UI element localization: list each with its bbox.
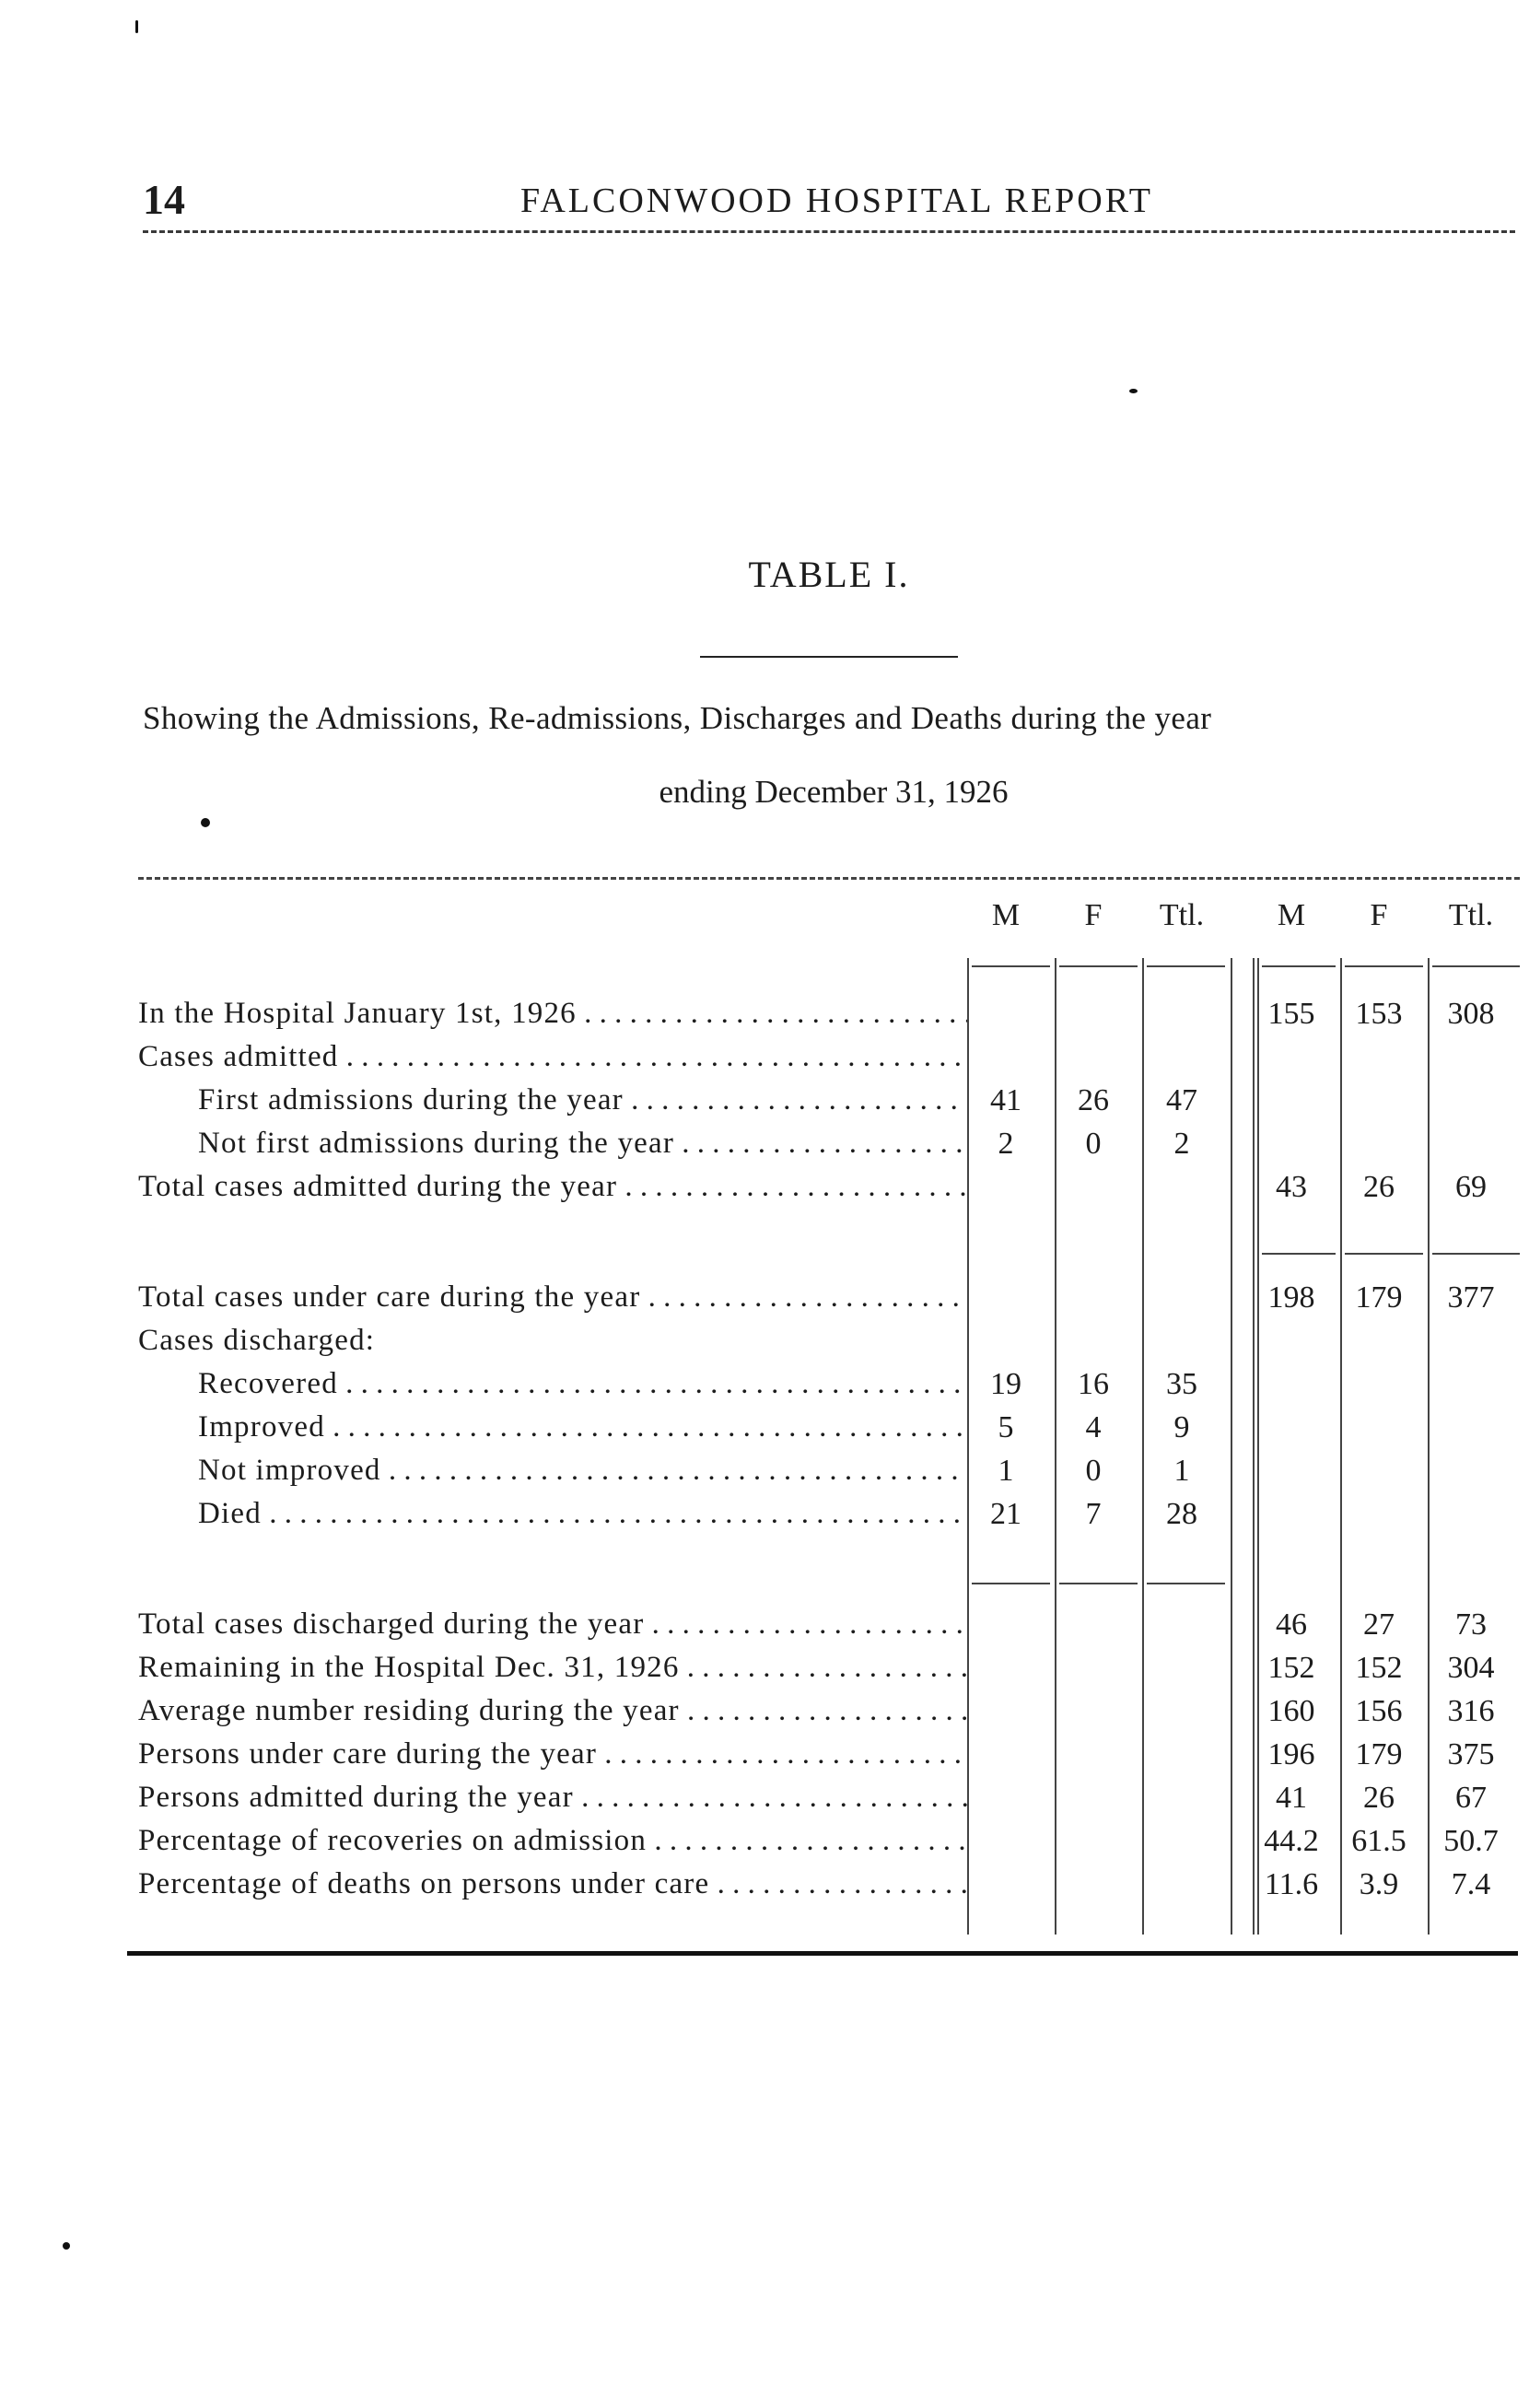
table-row bbox=[138, 1367, 967, 1413]
column-rule bbox=[1231, 958, 1232, 1935]
cell-value: 47 bbox=[1166, 1083, 1197, 1117]
header-underline bbox=[1147, 965, 1225, 967]
table-row bbox=[138, 1781, 967, 1827]
cell-value: 9 bbox=[1173, 1410, 1190, 1444]
cell-value: 152 bbox=[1355, 1651, 1403, 1685]
cell-value: 155 bbox=[1267, 997, 1315, 1031]
table-caption-line-2: ending December 31, 1926 bbox=[659, 774, 1009, 810]
title-divider bbox=[700, 656, 958, 658]
cell-value: 50.7 bbox=[1443, 1824, 1499, 1858]
subtotal-rule bbox=[1147, 1583, 1225, 1584]
cell-value: 46 bbox=[1276, 1607, 1307, 1642]
ink-speck bbox=[201, 818, 210, 827]
header-underline bbox=[1345, 965, 1423, 967]
subtotal-rule bbox=[1059, 1583, 1138, 1584]
row-label: Not first admissions during the year . . . bbox=[198, 1127, 967, 1161]
subtotal-rule bbox=[1262, 1253, 1336, 1255]
row-label: Percentage of deaths on persons under care . . . bbox=[138, 1867, 967, 1901]
column-header: M bbox=[1277, 898, 1306, 932]
cell-value: 308 bbox=[1447, 997, 1495, 1031]
cell-value: 153 bbox=[1355, 997, 1403, 1031]
row-label: Persons under care during the year . . . bbox=[138, 1737, 967, 1771]
cell-value: 1 bbox=[1173, 1454, 1190, 1488]
table-row bbox=[138, 997, 967, 1043]
header-underline bbox=[972, 965, 1050, 967]
cell-value: 35 bbox=[1166, 1367, 1197, 1401]
cell-value: 44.2 bbox=[1264, 1824, 1319, 1858]
cell-value: 156 bbox=[1355, 1694, 1403, 1728]
cell-value: 69 bbox=[1455, 1170, 1487, 1204]
cell-value: 0 bbox=[1085, 1127, 1102, 1161]
cell-value: 11.6 bbox=[1264, 1867, 1319, 1901]
row-label: Cases discharged: bbox=[138, 1324, 376, 1357]
row-label: Total cases under care during the year . . . bbox=[138, 1280, 967, 1315]
column-header: F bbox=[1370, 898, 1388, 932]
cell-value: 3.9 bbox=[1359, 1867, 1399, 1901]
cell-value: 179 bbox=[1355, 1280, 1403, 1315]
table-caption-line-1: Showing the Admissions, Re-admissions, Discharges and Deaths during the year bbox=[143, 700, 1212, 736]
ink-speck bbox=[135, 20, 138, 33]
ink-speck bbox=[63, 2242, 70, 2250]
table-row bbox=[138, 1040, 967, 1086]
cell-value: 41 bbox=[990, 1083, 1021, 1117]
subtotal-rule bbox=[972, 1583, 1050, 1584]
table-top-divider bbox=[138, 877, 1520, 880]
cell-value: 2 bbox=[998, 1127, 1014, 1161]
row-label: Recovered . . . bbox=[198, 1367, 967, 1401]
table-row bbox=[138, 1651, 967, 1697]
row-label: Improved . . . bbox=[198, 1410, 967, 1444]
cell-value: 4 bbox=[1085, 1410, 1102, 1444]
table-row bbox=[138, 1454, 967, 1500]
table-bottom-rule bbox=[127, 1951, 1518, 1956]
header-underline bbox=[1059, 965, 1138, 967]
header-underline bbox=[1432, 965, 1520, 967]
table-row bbox=[138, 1410, 967, 1456]
column-header: Ttl. bbox=[1159, 898, 1205, 932]
cell-value: 316 bbox=[1447, 1694, 1495, 1728]
cell-value: 152 bbox=[1267, 1651, 1315, 1685]
cell-value: 26 bbox=[1363, 1170, 1395, 1204]
page-number: 14 bbox=[143, 176, 185, 223]
subtotal-rule bbox=[1432, 1253, 1520, 1255]
row-label: First admissions during the year . . . bbox=[198, 1083, 967, 1117]
cell-value: 19 bbox=[990, 1367, 1021, 1401]
table-row bbox=[138, 1280, 967, 1327]
table-row bbox=[138, 1170, 967, 1216]
table-row bbox=[138, 1694, 967, 1740]
row-label: Average number residing during the year . . . bbox=[138, 1694, 967, 1728]
cell-value: 304 bbox=[1447, 1651, 1495, 1685]
cell-value: 16 bbox=[1078, 1367, 1109, 1401]
cell-value: 2 bbox=[1173, 1127, 1190, 1161]
ink-speck bbox=[1129, 389, 1138, 393]
cell-value: 41 bbox=[1276, 1781, 1307, 1815]
row-label: Total cases admitted during the year . . . bbox=[138, 1170, 967, 1204]
cell-value: 377 bbox=[1447, 1280, 1495, 1315]
row-label: Percentage of recoveries on admission . . . bbox=[138, 1824, 967, 1858]
column-header: Ttl. bbox=[1448, 898, 1494, 932]
table-row bbox=[138, 1083, 967, 1129]
row-label: Died . . . bbox=[198, 1497, 967, 1531]
cell-value: 73 bbox=[1455, 1607, 1487, 1642]
cell-value: 28 bbox=[1166, 1497, 1197, 1531]
subtotal-rule bbox=[1345, 1253, 1423, 1255]
table-row bbox=[138, 1497, 967, 1543]
row-label: Remaining in the Hospital Dec. 31, 1926 . . . bbox=[138, 1651, 967, 1685]
table-row bbox=[138, 1127, 967, 1173]
cell-value: 7 bbox=[1085, 1497, 1102, 1531]
cell-value: 7.4 bbox=[1451, 1867, 1491, 1901]
cell-value: 198 bbox=[1267, 1280, 1315, 1315]
row-label: Total cases discharged during the year . . . bbox=[138, 1607, 967, 1642]
column-header: F bbox=[1084, 898, 1103, 932]
header-underline bbox=[1262, 965, 1336, 967]
header-divider bbox=[143, 230, 1515, 233]
cell-value: 43 bbox=[1276, 1170, 1307, 1204]
cell-value: 26 bbox=[1363, 1781, 1395, 1815]
column-header: M bbox=[991, 898, 1021, 932]
row-label: Persons admitted during the year . . . bbox=[138, 1781, 967, 1815]
row-label: Cases admitted . . . bbox=[138, 1040, 967, 1074]
row-label: Not improved . . . bbox=[198, 1454, 967, 1488]
cell-value: 375 bbox=[1447, 1737, 1495, 1771]
row-label: In the Hospital January 1st, 1926 . . . bbox=[138, 997, 967, 1031]
cell-value: 0 bbox=[1085, 1454, 1102, 1488]
cell-value: 5 bbox=[998, 1410, 1014, 1444]
running-title: FALCONWOOD HOSPITAL REPORT bbox=[520, 181, 1154, 220]
cell-value: 179 bbox=[1355, 1737, 1403, 1771]
cell-value: 67 bbox=[1455, 1781, 1487, 1815]
table-row bbox=[138, 1824, 967, 1870]
cell-value: 26 bbox=[1078, 1083, 1109, 1117]
table-row bbox=[138, 1607, 967, 1654]
table-row bbox=[138, 1867, 967, 1913]
cell-value: 196 bbox=[1267, 1737, 1315, 1771]
cell-value: 21 bbox=[990, 1497, 1021, 1531]
table-title: TABLE I. bbox=[748, 554, 910, 595]
table-row bbox=[138, 1324, 967, 1370]
page-header bbox=[143, 175, 1515, 230]
table-row bbox=[138, 1737, 967, 1783]
cell-value: 160 bbox=[1267, 1694, 1315, 1728]
cell-value: 1 bbox=[998, 1454, 1014, 1488]
cell-value: 61.5 bbox=[1351, 1824, 1406, 1858]
cell-value: 27 bbox=[1363, 1607, 1395, 1642]
